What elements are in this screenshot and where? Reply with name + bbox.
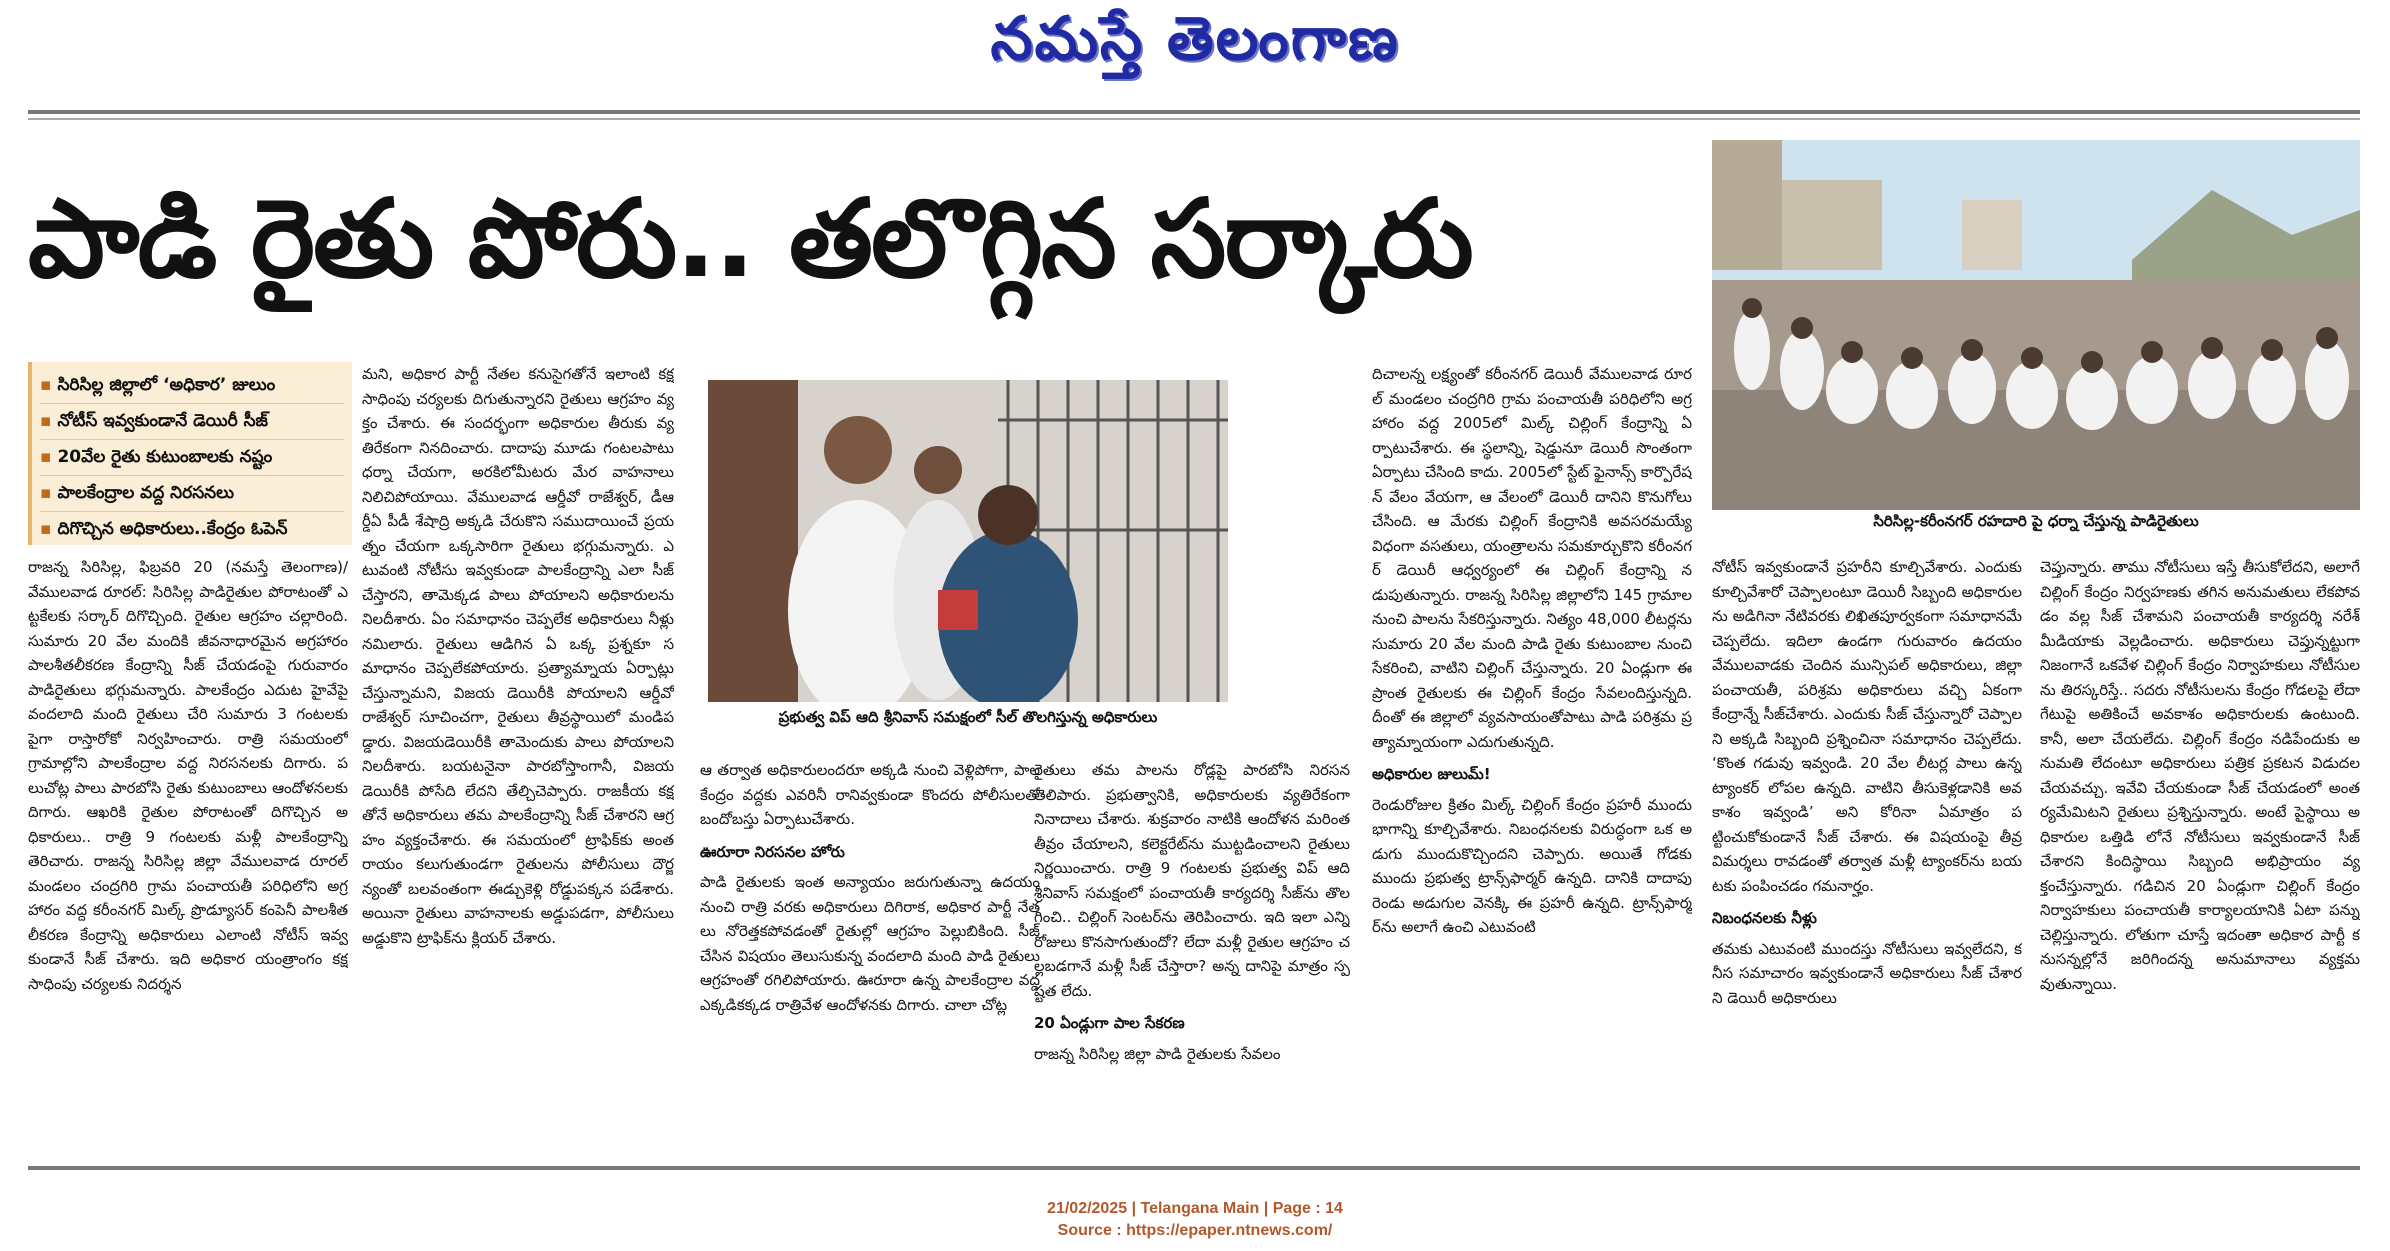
masthead-logo: నమస్తే తెలంగాణ	[990, 4, 1400, 74]
highlight-item: ▪ పాలకేంద్రాల వద్ద నిరసనలు	[40, 476, 344, 512]
column-text: నోటీస్ ఇవ్వకుండానే ప్రహరీని కూల్చివేశారు. ఎందుకు కూల్చివేశారో చెప్పాలంటూ డెయిరీ సిబ్బంది అధికారులను అడిగినా నేటివరకు లిఖితపూర్వకంగా సమాధానమే చెప్పలేదు. ఇదిలా ఉండగా గురువారం ఉదయం వేములవాడకు చెందిన మున్సిపల్ అధికారులు, జిల్లా పంచాయతీ, పరిశ్రమ అధికారులు వచ్చి ఏకంగా కేంద్రాన్నే సీజ్‌చేశారు. ఎందుకు సీజ్ చేస్తున్నారో చెప్పాలని అక్కడి సిబ్బంది ప్రశ్నించినా సమాధానం చెప్పలేదు. ‘కొంత గడువు ఇవ్వండి. 20 వేల లీటర్ల పాలు ఉన్న ట్యాంకర్ లోపల ఉన్నది. వాటిని తీసుకెళ్లడానికి అవకాశం ఇవ్వండి’ అని కోరినా ఏమాత్రం పట్టించుకోకుండానే సీజ్ చేశారు. ఈ విషయంపై తీవ్ర విమర్శలు రావడంతో తర్వాత మళ్లీ ట్యాంకర్‌ను బయటకు పంపించడం గమనార్హం.	[1712, 558, 2022, 895]
subheading: నిబంధనలకు నీళ్లు	[1712, 909, 1817, 927]
column-text: రెండురోజుల క్రితం మిల్క్ చిల్లింగ్ కేంద్రం ప్రహరీ ముందు భాగాన్ని కూల్చివేశారు. నిబంధనలకు విరుద్ధంగా ఒక అడుగు ముందుకొచ్చిందని చెప్పారు. అయితే గోడకు ముందు ప్రభుత్వ ట్రాన్స్‌ఫార్మర్ ఉన్నది. దానికి దాదాపు రెండు అడుగుల వెనక్కి ఈ ప్రహరీ ఉన్నది. ట్రాన్స్‌ఫార్మర్‌ను అలాగే ఉంచి ఎటువంటి	[1372, 795, 1692, 936]
column-text: పాడి రైతులకు ఇంత అన్యాయం జరుగుతున్నా ఉదయం నుంచి రాత్రి వరకు అధికారులు దిగిరాక, అధికార పార్టీ నేతలు నోరెత్తకపోవడంతో రైతుల్లో ఆగ్రహం పెల్లుబికింది. సీజ్ చేసిన విషయం తెలుసుకున్న వందలాది మంది పాడి రైతులు ఆగ్రహంతో రగిలిపోయారు. ఊరూరా ఉన్న పాలకేంద్రాల వద్ద ఎక్కడికక్కడ రాత్రివేళ ఆందోళనకు దిగారు. చాలా చోట్ల	[700, 873, 1040, 1014]
column-text: రాజన్న సిరిసిల్ల, ఫిబ్రవరి 20 (నమస్తే తెలంగాణ)/వేములవాడ రూరల్: సిరిసిల్ల పాడిరైతుల పోరాటంతో ఎట్టకేలకు సర్కార్ దిగొచ్చింది. రైతుల ఆగ్రహం చల్లారింది. సుమారు 20 వేల మందికి జీవనాధారమైన అగ్రహారం పాలశీతలీకరణ కేంద్రాన్ని సీజ్ చేయడంపై గురువారం పాడిరైతులు భగ్గుమన్నారు. పాలకేంద్రం ఎదుట హైవేపై వందలాది మంది రైతులు చేరి సుమారు 3 గంటలకు పైగా రాస్తారోకో నిర్వహించారు. రాత్రి సమయంలో గ్రామాల్లోని పాలకేంద్రాల వద్ద నిరసనలకు దిగారు. పలుచోట్ల పాలు పారబోసి రైతు కుటుంబాలు ఆందోళనలకు దిగారు. ఆఖరికి రైతుల పోరాటంతో దిగొచ్చిన అధికారులు.. రాత్రి 9 గంటలకు మళ్లీ పాలకేంద్రాన్ని తెరిచారు. రాజన్న సిరిసిల్ల జిల్లా వేములవాడ రూరల్ మండలం చంద్రగిరి గ్రామ పంచాయతీ పరిధిలోని అగ్రహారం వద్ద కరీంనగర్ మిల్క్ ప్రొడ్యూసర్ కంపెనీ పాలశీతలీకరణ కేంద్రాన్ని అధికారులు ఎలాంటి నోటీస్ ఇవ్వకుండానే సీజ్ చేశారు. ఇది అధికార యంత్రాంగం కక్షసాధింపు చర్యలకు నిదర్శన	[28, 558, 348, 993]
article-column-2	[362, 362, 674, 1154]
column-text: రాజన్న సిరిసిల్ల జిల్లా పాడి రైతులకు సేవలం	[1034, 1044, 1281, 1063]
highlights-box	[28, 362, 352, 545]
top-rule	[28, 110, 2360, 114]
subheading: 20 ఏండ్లుగా పాల సేకరణ	[1034, 1014, 1185, 1032]
column-text: తమకు ఎటువంటి ముందస్తు నోటీసులు ఇవ్వలేదని, కనీస సమాచారం ఇవ్వకుండానే అధికారులు సీజ్ చేశారని డెయిరీ అధికారులు	[1712, 939, 2022, 1007]
highlight-item: ▪ దిగొచ్చిన అధికారులు..కేంద్రం ఓపెన్	[40, 512, 344, 547]
column-text: చెప్తున్నారు. తాము నోటీసులు ఇస్తే తీసుకోలేదని, అలాగే చిల్లింగ్ కేంద్రం నిర్వహణకు తగిన అనుమతులు లేకపోవడం వల్ల సీజ్ చేశామని పంచాయతీ కార్యదర్శి నరేశ్ మీడియాకు వెల్లడించారు. అధికారులు చెప్తున్నట్టుగా నిజంగానే ఒకవేళ చిల్లింగ్ కేంద్రం నిర్వాహకులు నోటీసులను తిరస్కరిస్తే.. సదరు నోటీసులను కేంద్రం గోడలపై లేదా గేటుపై అతికించే అవకాశం అధికారులకు ఉంటుంది. కానీ, అలా చేయలేదు. చిల్లింగ్ కేంద్రం నడిపేందుకు అనుమతి లేదంటూ అధికారులు పత్రిక ప్రకటన విడుదల చేయవచ్చు. ఇవేవి చేయకుండా సీజ్ చేయడంలో అంతర్యమేమిటని రైతులు ప్రశ్నిస్తున్నారు. అంటే పైస్థాయి అధికారుల ఒత్తిడి లోనే నోటీసులు ఇవ్వకుండానే సీజ్ చేశారని కిందిస్థాయి సిబ్బంది అభిప్రాయం వ్యక్తంచేస్తున్నారు. గడిచిన 20 ఏండ్లుగా చిల్లింగ్ కేంద్రం నిర్వాహకులు పంచాయతీ కార్యాలయానికి ఏటా పన్ను చెల్లిస్తున్నారు. లోతుగా చూస్తే ఇదంతా అధికార పార్టీ కనుసన్నల్లోనే జరిగిందన్న అనుమానాలు వ్యక్తమవుతున్నాయి.	[2040, 558, 2360, 993]
bottom-rule	[28, 1166, 2360, 1170]
officials-photo	[708, 380, 1228, 702]
highlight-item: ▪ సిరిసిల్ల జిల్లాలో ‘అధికార’ జులుం	[40, 368, 344, 404]
highlight-item: ▪ 20వేల రైతు కుటుంబాలకు నష్టం	[40, 440, 344, 476]
column-text: దిచాలన్న లక్ష్యంతో కరీంనగర్ డెయిరీ వేములవాడ రూరల్ మండలం చంద్రగిరి గ్రామ పంచాయతీ పరిధిలోని అగ్రహారం వద్ద 2005లో మిల్క్ చిల్లింగ్ కేంద్రాన్ని ఏర్పాటుచేశారు. ఈ స్థలాన్ని, షెడ్డునూ డెయిరీ సొంతంగా ఏర్పాటు చేసింది కాదు. 2005లో స్టేట్ ఫైనాన్స్ కార్పొరేషన్ వేలం వేయగా, ఆ వేలంలో డెయిరీ దానిని కొనుగోలు చేసింది. ఆ మేరకు చిల్లింగ్ కేంద్రానికి అవసరమయ్యే విధంగా వసతులు, యంత్రాలను సమకూర్చుకొని కరీంనగర్ డెయిరీ ఆధ్వర్యంలో ఈ చిల్లింగ్ కేంద్రాన్ని నడుపుతున్నారు. రాజన్న సిరిసిల్ల జిల్లాలోని 145 గ్రామాల నుంచి పాలను సేకరిస్తున్నారు. నిత్యం 48,000 లీటర్లను సుమారు 20 వేల మంది పాడి రైతు కుటుంబాల నుంచి సేకరించి, వాటిని చిల్లింగ్ చేస్తున్నారు. 20 ఏండ్లుగా ఈ ప్రాంత రైతులకు ఈ చిల్లింగ్ కేంద్రం సేవలందిస్తున్నది. దీంతో ఈ జిల్లాలో వ్యవసాయంతోపాటు పాడి పరిశ్రమ ప్రత్యామ్నాయంగా ఎదుగుతున్నది.	[1372, 365, 1692, 751]
article-column-3	[700, 758, 1040, 1154]
highlight-item: ▪ నోటీస్ ఇవ్వకుండానే డెయిరీ సీజ్	[40, 404, 344, 440]
column-text: మని, అధికార పార్టీ నేతల కనుసైగతోనే ఇలాంటి కక్షసాధింపు చర్యలకు దిగుతున్నారని రైతులు ఆగ్రహం వ్యక్తం చేశారు. ఈ సందర్భంగా అధికారుల తీరుకు వ్యతిరేకంగా నినదించారు. దాదాపు మూడు గంటలపాటు ధర్నా చేయగా, అరకిలోమీటరు మేర వాహనాలు నిలిచిపోయాయి. వేములవాడ ఆర్డీవో రాజేశ్వర్, డీఆర్డీఏ పీడీ శేషాద్రి అక్కడి చేరుకొని సముదాయించే ప్రయత్నం చేయగా ఒక్కసారిగా రైతులు భగ్గుమన్నారు. ఎటువంటి నోటీసు ఇవ్వకుండా పాలకేంద్రాన్ని ఎలా సీజ్ చేస్తారని, తామెక్కడ పాలు పోయాలని అధికారులను నిలదీశారు. ఏం సమాధానం చెప్పలేక అధికారులు నీళ్లు నమిలారు. రైతులు ఆడిగిన ఏ ఒక్క ప్రశ్నకూ సమాధానం చెప్పలేకపోయారు. ప్రత్యామ్నాయ ఏర్పాట్లు చేస్తున్నామని, విజయ డెయిరీకి పోయాలని ఆర్డీవో రాజేశ్వర్ సూచించగా, రైతులు తీవ్రస్థాయిలో మండిపడ్డారు. విజయడెయిరీకి తామెందుకు పాలు పోయాలని నిలదీశారు. బయటనైనా పారబోస్తాంగానీ, విజయ డెయిరీకి పోసేది లేదని తేల్చిచెప్పారు. రాజకీయ కక్షతోనే అధికారులు తమ పాలకేంద్రాన్ని సీజ్ చేశారని ఆగ్రహం వ్యక్తంచేశారు. ఈ సమయంలో ట్రాఫిక్‌కు అంతరాయం కలుగుతుండగా రైతులను పోలీసులు దౌర్జన్యంతో బలవంతంగా ఈడ్చుకెళ్లి రోడ్డుపక్కన పడేశారు. అయినా రైతులు వాహనాలకు అడ్డుపడగా, పోలీసులు అడ్డుకొని ట్రాఫిక్‌ను క్లియర్ చేశారు.	[362, 365, 674, 947]
article-column-6	[1712, 555, 2022, 1155]
protest-photo-caption: సిరిసిల్ల-కరీంనగర్ రహదారి పై ధర్నా చేస్తున్న పాడిరైతులు	[1873, 512, 2199, 530]
top-rule-thin	[28, 118, 2360, 120]
article-column-4	[1034, 758, 1350, 1154]
footer-source-link[interactable]: Source : https://epaper.ntnews.com/	[1057, 1222, 1333, 1239]
footer-date-line: 21/02/2025 | Telangana Main | Page : 14	[1047, 1200, 1343, 1217]
column-text: ఆ తర్వాత అధికారులందరూ అక్కడి నుంచి వెళ్లిపోగా, పాలకేంద్రం వద్దకు ఎవరినీ రానివ్వకుండా కొందరు పోలీసులతో బందోబస్తు ఏర్పాటుచేశారు.	[700, 761, 1040, 828]
headline: పాడి రైతు పోరు.. తలొగ్గిన సర్కారు	[28, 177, 1472, 302]
article-column-5	[1372, 362, 1692, 1154]
officials-photo-caption: ప్రభుత్వ విప్ ఆది శ్రీనివాస్ సమక్షంలో సీల్ తొలగిస్తున్న అధికారులు	[778, 708, 1158, 726]
subheading: ఊరూరా నిరసనల హోరు	[700, 842, 845, 861]
protest-photo	[1712, 140, 2360, 510]
column-text: రైతులు తమ పాలను రోడ్లపై పారబోసి నిరసన తెలిపారు. ప్రభుత్వానికి, అధికారులకు వ్యతిరేకంగా నినాదాలు చేశారు. శుక్రవారం నాటికి ఆందోళన మరింత తీవ్రం చేయాలని, కలెక్టరేట్‌ను ముట్టడించాలని రైతులు నిర్ణయించారు. రాత్రి 9 గంటలకు ప్రభుత్వ విప్ ఆది శ్రీనివాస్ సమక్షంలో పంచాయతీ కార్యదర్శి సీజ్‌ను తొలగించి.. చిల్లింగ్ సెంటర్‌ను తెరిపించారు. ఇది ఇలా ఎన్ని రోజులు కొనసాగుతుందో? లేదా మళ్లీ రైతుల ఆగ్రహం చల్లబడగానే మళ్లీ సీజ్ చేస్తారా? అన్న దానిపై మాత్రం స్పష్టత లేదు.	[1034, 761, 1350, 1000]
subheading: అధికారుల జులుమ్!	[1372, 765, 1491, 783]
article-column-7	[2040, 555, 2360, 1155]
article-column-1	[28, 555, 348, 1155]
